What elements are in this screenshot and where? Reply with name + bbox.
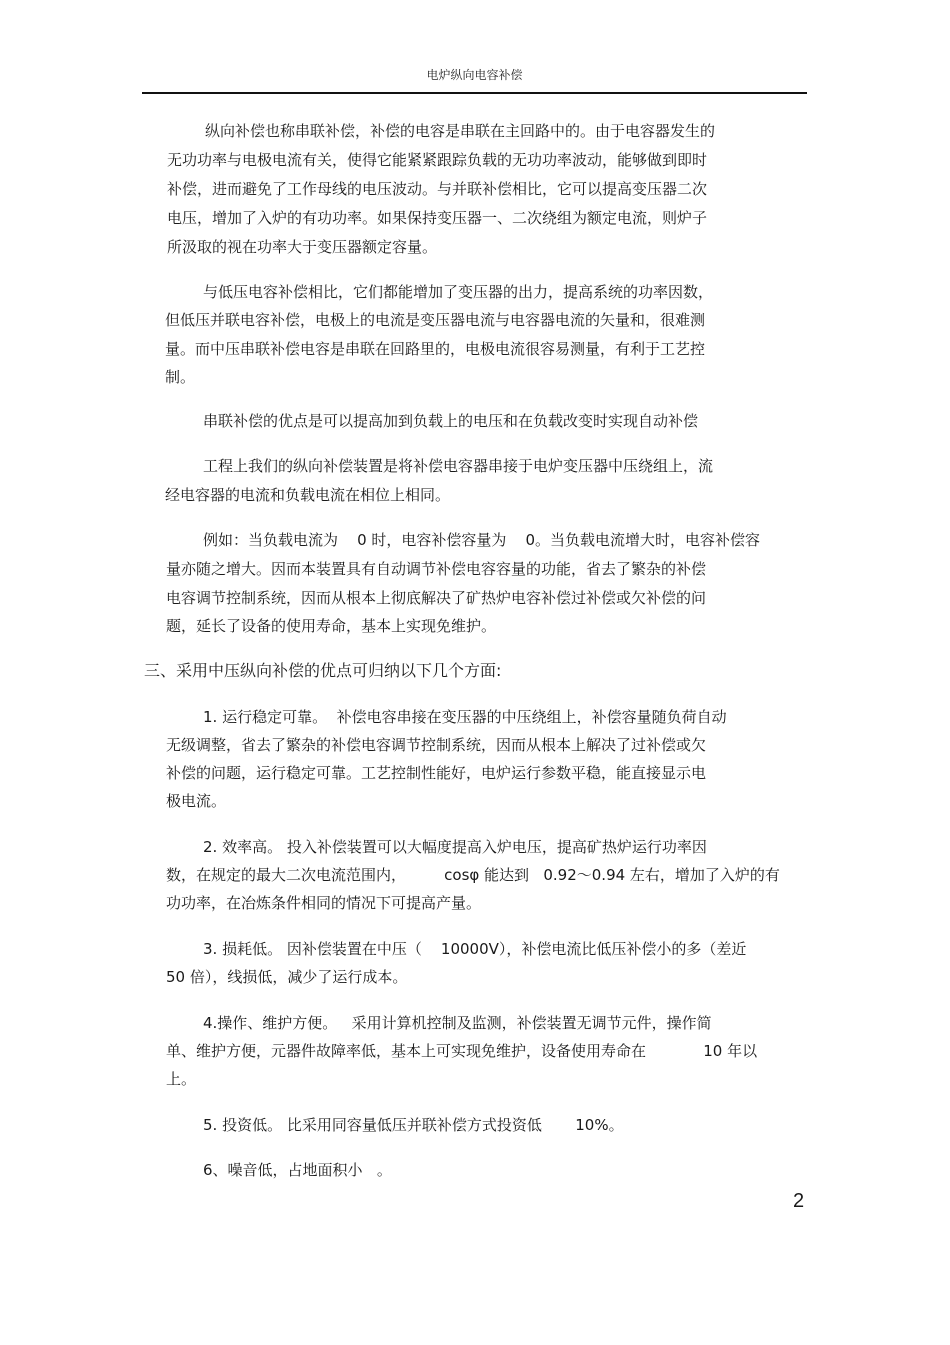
section-heading: 三、采用中压纵向补偿的优点可归纳以下几个方面: bbox=[144, 661, 502, 680]
text-line: 极电流。 bbox=[166, 792, 227, 810]
text-line: 制。 bbox=[165, 368, 196, 386]
text-line: 电容调节控制系统，因而从根本上彻底解决了矿热炉电容补偿过补偿或欠补偿的问 bbox=[166, 589, 707, 607]
text-line: 功功率，在冶炼条件相同的情况下可提高产量。 bbox=[166, 894, 482, 912]
text-line: 量。而中压串联补偿电容是串联在回路里的，电极电流很容易测量，有利于工艺控 bbox=[165, 340, 706, 358]
text-line: 量亦随之增大。因而本装置具有自动调节补偿电容容量的功能，省去了繁杂的补偿 bbox=[166, 560, 707, 578]
header-divider bbox=[142, 92, 807, 94]
text-line: 补偿的问题，运行稳定可靠。工艺控制性能好，电炉运行参数平稳，能直接显示电 bbox=[166, 764, 707, 782]
text-line: 经电容器的电流和负载电流在相位上相同。 bbox=[165, 486, 451, 504]
text-line: 题，延长了设备的使用寿命，基本上实现免维护。 bbox=[166, 617, 497, 635]
text-line: 50 倍），线损低，减少了运行成本。 bbox=[166, 968, 408, 986]
text-line: 但低压并联电容补偿，电极上的电流是变压器电流与电容器电流的矢量和，很难测 bbox=[165, 311, 706, 329]
page-header-title: 电炉纵向电容补偿 bbox=[426, 68, 523, 82]
text-line: 串联补偿的优点是可以提高加到负载上的电压和在负载改变时实现自动补偿 bbox=[203, 412, 699, 430]
text-line: 电压，增加了入炉的有功功率。如果保持变压器一、二次绕组为额定电流，则炉子 bbox=[167, 209, 708, 227]
text-line: 单、维护方便，元器件故障率低，基本上可实现免维护，设备使用寿命在 10 年以 bbox=[166, 1042, 758, 1060]
text-line: 6、噪音低，占地面积小 。 bbox=[203, 1161, 392, 1179]
text-line: 所汲取的视在功率大于变压器额定容量。 bbox=[167, 238, 438, 256]
text-line: 例如：当负载电流为 0 时，电容补偿容量为 0。当负载电流增大时，电容补偿容 bbox=[203, 531, 761, 549]
text-line: 上。 bbox=[166, 1070, 197, 1088]
text-line: 无功功率与电极电流有关，使得它能紧紧跟踪负载的无功功率波动，能够做到即时 bbox=[167, 151, 708, 169]
text-line: 5. 投资低。 比采用同容量低压并联补偿方式投资低 10%。 bbox=[203, 1116, 624, 1134]
text-line: 与低压电容补偿相比，它们都能增加了变压器的出力，提高系统的功率因数， bbox=[203, 283, 714, 301]
text-line: 补偿，进而避免了工作母线的电压波动。与并联补偿相比，它可以提高变压器二次 bbox=[167, 180, 708, 198]
text-line: 无级调整，省去了繁杂的补偿电容调节控制系统，因而从根本上解决了过补偿或欠 bbox=[166, 736, 707, 754]
text-line: 纵向补偿也称串联补偿，补偿的电容是串联在主回路中的。由于电容器发生的 bbox=[205, 122, 716, 140]
text-line: 1. 运行稳定可靠。 补偿电容串接在变压器的中压绕组上，补偿容量随负荷自动 bbox=[203, 708, 727, 726]
text-line: 4.操作、维护方便。 采用计算机控制及监测，补偿装置无调节元件，操作简 bbox=[203, 1014, 712, 1032]
text-line: 工程上我们的纵向补偿装置是将补偿电容器串接于电炉变压器中压绕组上，流 bbox=[203, 457, 714, 475]
text-line: 3. 损耗低。 因补偿装置在中压（ 10000V），补偿电流比低压补偿小的多（差近 bbox=[203, 940, 747, 958]
page-number: 2 bbox=[793, 1190, 805, 1212]
text-line: 2. 效率高。 投入补偿装置可以大幅度提高入炉电压，提高矿热炉运行功率因 bbox=[203, 838, 707, 856]
text-line: 数，在规定的最大二次电流范围内， cosφ 能达到 0.92～0.94 左右，增加了入炉的有 bbox=[166, 866, 780, 884]
